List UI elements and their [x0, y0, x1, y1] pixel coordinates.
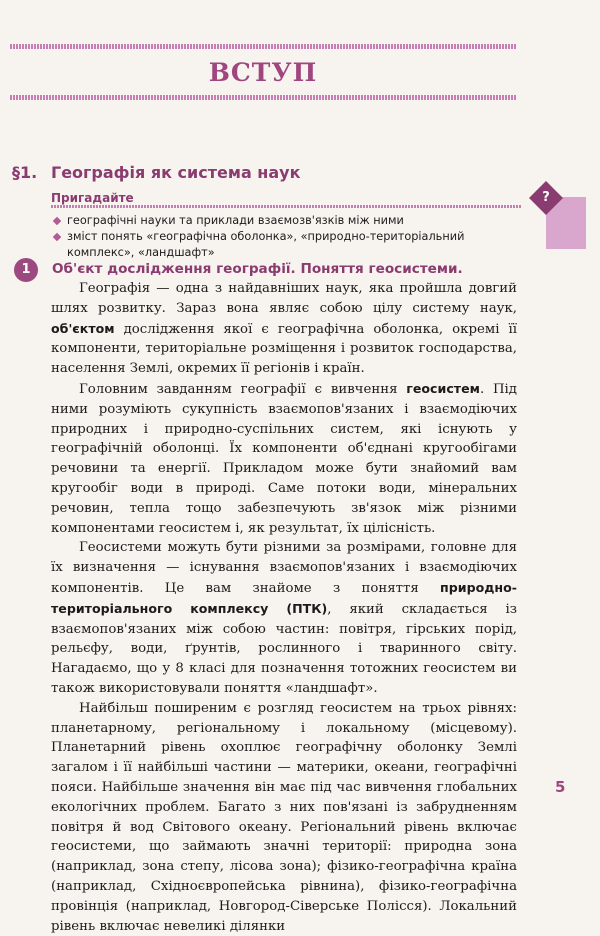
recall-item: [51, 213, 521, 229]
recall-item: [51, 229, 521, 261]
body-text: [51, 279, 517, 936]
chapter-title: ВСТУП: [208, 58, 318, 87]
text-run: дослідження якої є географічна оболонка, окремі її компоненти, територіальне розміщення і розвиток господарства, населення Землі, окремих її регіонів і країн.: [51, 321, 517, 377]
diamond-bullet-icon: [53, 217, 61, 225]
body-paragraph: Найбільш поширеним є розгляд геосистем на трьох рівнях: планетарному, регіональному і локальному (місцевому). Планетарний рівень охоплює географічну оболонку Землі загалом і її найбільші частини — материки, океани, географічні пояси. Найбільше значення він має під час вивчення глобальних екологічних проблем. Багато з них пов'язані із забрудненням повітря й вод Світового океану. Регіональний рівень включає геосистеми, що займають значні території: природна зона (наприклад, зона степу, лісова зона); фізико-географічна країна (наприклад, Східноєвропейська рівнина), фізико-географічна провінція (наприклад, Новгород-Сіверське Полісся). Локальний рівень включає невеликі ділянки: [51, 700, 517, 934]
body-paragraph: [51, 538, 517, 698]
recall-item-text: географічні науки та приклади взаємозв'язків між ними: [67, 214, 404, 227]
text-run: Головним завданням географії є вивчення: [79, 381, 407, 397]
text-run: . Під ними розуміють сукупність взаємопов'язаних і взаємодіючих природних і природно-суспільних систем, які існують у географічній оболонці. Їх компоненти об'єднані кругообігами речовини та енергії. Прикладом може бути знайомий вам кругообіг води в природі. Саме потоки води, мінеральних речовин, тепла тощо забезпечують зв'язок між різними компонентами геосистем і, як результат, їх цілісність.: [51, 381, 517, 536]
page-number: 5: [555, 778, 566, 796]
body-paragraph: [51, 379, 517, 538]
question-icon-glyph: ?: [542, 190, 550, 205]
term-object: об'єктом: [51, 320, 115, 336]
term-ptk: природно-територіального комплексу (ПТК): [51, 579, 517, 616]
top-dotted-rule: [10, 44, 516, 49]
body-paragraph: [51, 279, 517, 379]
term-geosystems: геосистем: [406, 380, 480, 396]
text-run: Географія — одна з найдавніших наук, яка пройшла довгий шлях розвитку. Зараз вона являє собою цілу систему наук,: [51, 281, 517, 316]
text-run: Геосистеми можуть бути різними за розмірами, головне для їх визначення — існування взаємопов'язаних і взаємодіючих компонентів. Це вам знайоме з поняття: [51, 540, 517, 596]
section-number: §1.: [12, 163, 38, 182]
paragraph-heading: Об'єкт дослідження географії. Поняття геосистеми.: [52, 261, 463, 277]
diamond-bullet-icon: [53, 233, 61, 241]
paragraph-number-badge: 1: [14, 258, 38, 282]
recall-item-text: зміст понять «географічна оболонка», «природно-територіальний комплекс», «ландшафт»: [67, 230, 465, 259]
recall-title: Пригадайте: [51, 190, 521, 211]
section-heading: [12, 163, 300, 182]
section-title: Географія як система наук: [51, 163, 301, 182]
bottom-dotted-rule: [10, 95, 516, 100]
text-run: , який складається із взаємопов'язаних між собою частин: повітря, гірських порід, рельєфу, води, ґрунтів, рослинного і тваринного світу. Нагадаємо, що у 8 класі для позначення тотожних геосистем ви також використовували поняття «ландшафт».: [51, 601, 518, 696]
recall-box: [51, 190, 521, 261]
